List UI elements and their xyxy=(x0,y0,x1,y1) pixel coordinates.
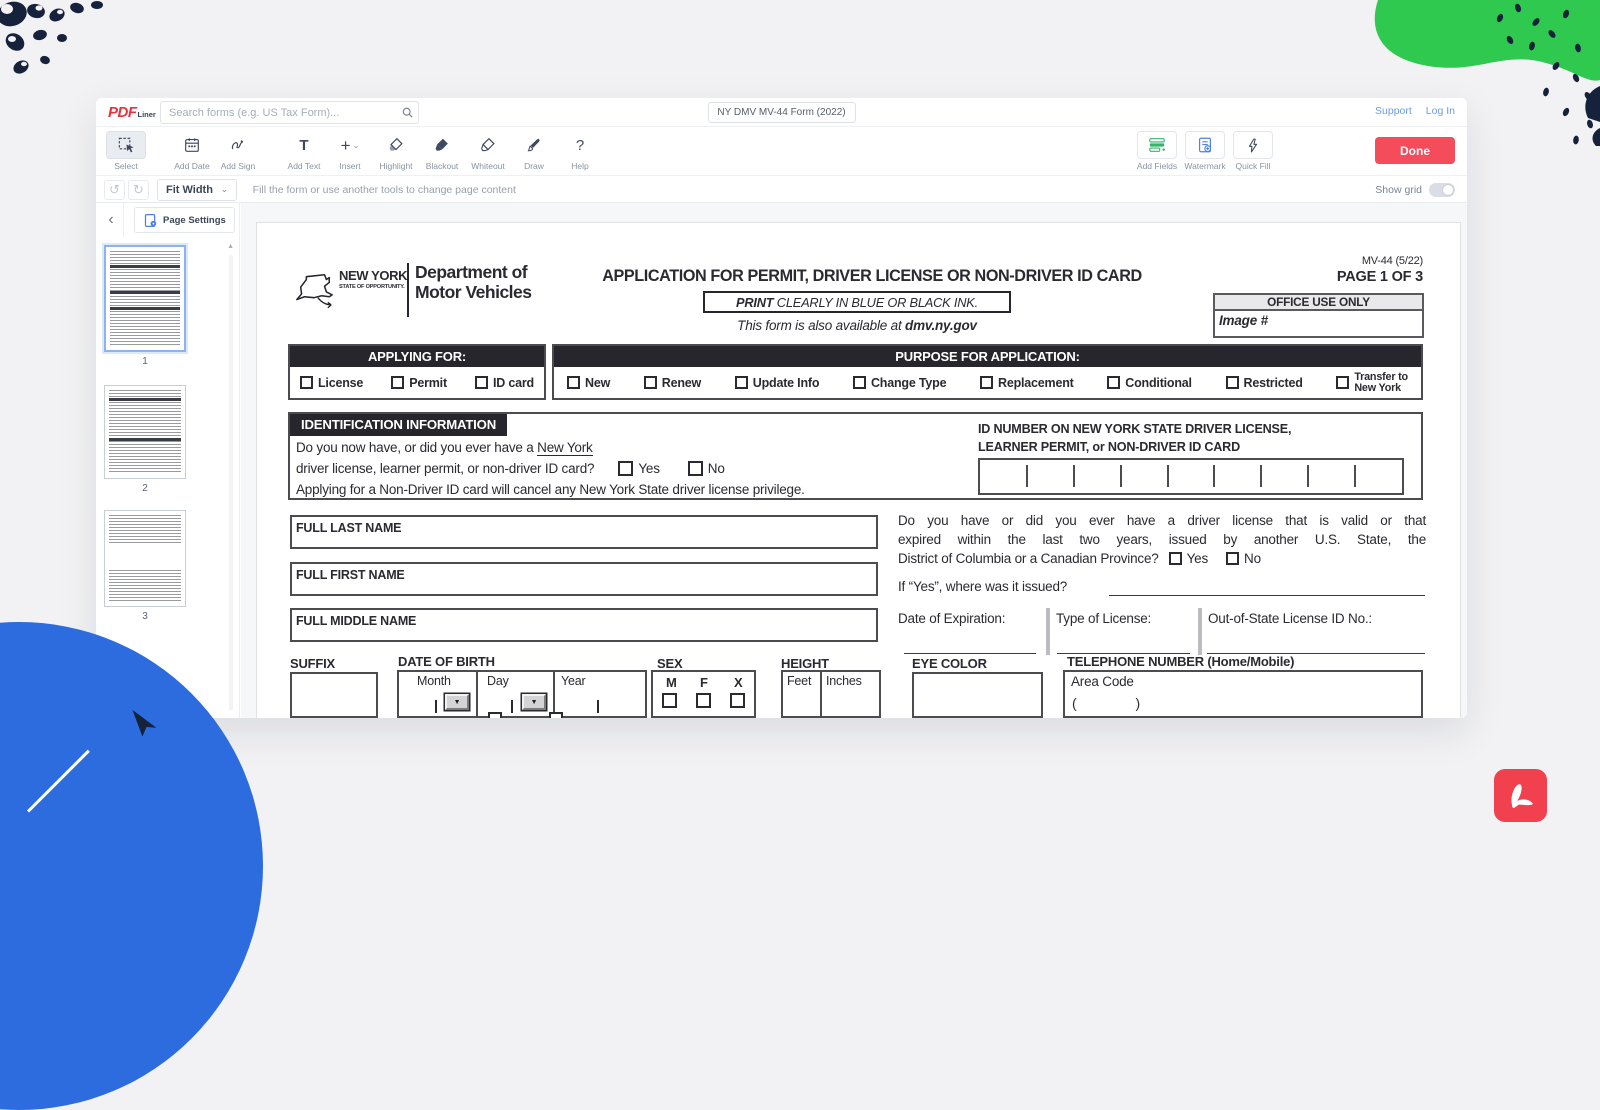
checkbox-sex-x[interactable] xyxy=(730,693,745,708)
id-question-line2: driver license, learner permit, or non-driver ID card? Yes No xyxy=(296,461,725,476)
suffix-label: SUFFIX xyxy=(290,656,336,671)
select-icon xyxy=(117,136,136,155)
checkbox-transfer[interactable]: Transfer to New York xyxy=(1336,372,1408,394)
tool-whiteout[interactable]: Whiteout xyxy=(466,131,510,171)
quick-fill-button[interactable]: Quick Fill xyxy=(1229,131,1277,171)
sidebar-scrollbar[interactable] xyxy=(229,255,233,710)
checkbox-yes[interactable] xyxy=(1169,552,1182,565)
write-in-tick xyxy=(597,700,599,713)
eye-color-field[interactable] xyxy=(912,672,1043,718)
page-number-3: 3 xyxy=(142,611,148,622)
ny-logo-tagline: STATE OF OPPORTUNITY. xyxy=(339,284,405,290)
page-thumbnail-1[interactable] xyxy=(104,245,186,352)
office-use-label: OFFICE USE ONLY xyxy=(1215,295,1422,311)
document-canvas[interactable] xyxy=(241,203,1467,718)
thumbnail-content xyxy=(109,570,181,602)
checkbox-sex-m[interactable] xyxy=(662,693,677,708)
search-icon[interactable] xyxy=(396,106,418,119)
area-code-label: Area Code xyxy=(1071,674,1134,689)
watermark-button[interactable]: Watermark xyxy=(1181,131,1229,171)
issued-answer-line[interactable] xyxy=(1109,595,1425,596)
checkbox-update-info[interactable]: Update Info xyxy=(735,376,820,390)
collapse-sidebar-button[interactable] xyxy=(100,208,122,232)
expiration-answer-line[interactable] xyxy=(904,653,1036,654)
whiteout-icon xyxy=(479,136,497,154)
page-settings-button[interactable] xyxy=(134,207,235,233)
pdfliner-window xyxy=(96,98,1467,718)
dob-column-divider xyxy=(476,672,478,716)
checkbox[interactable] xyxy=(1226,376,1239,389)
search-input[interactable] xyxy=(161,107,396,119)
checkbox-license[interactable]: License xyxy=(300,376,363,390)
sex-label: SEX xyxy=(657,656,683,671)
checkbox[interactable] xyxy=(300,376,313,389)
tool-insert[interactable]: + ⌄ Insert xyxy=(339,135,361,171)
height-column-divider xyxy=(820,672,822,716)
applying-for-title: APPLYING FOR: xyxy=(290,346,544,367)
write-in-tick xyxy=(435,700,437,713)
highlighter-icon xyxy=(387,136,405,154)
checkbox-renew[interactable]: Renew xyxy=(644,376,701,390)
checkbox[interactable] xyxy=(391,376,404,389)
id-cell-divider xyxy=(1026,465,1028,487)
signature-icon xyxy=(229,136,247,154)
calendar-icon xyxy=(183,136,201,154)
thumbnail-content xyxy=(109,390,181,474)
day-dropdown-button[interactable] xyxy=(522,694,546,710)
redo-button[interactable] xyxy=(128,180,149,200)
applying-for-section xyxy=(288,344,546,400)
page-settings-label: Page Settings xyxy=(163,214,226,226)
id-cell-divider xyxy=(1167,465,1169,487)
text-icon: T xyxy=(299,136,309,154)
checkbox-replacement[interactable]: Replacement xyxy=(980,376,1074,390)
checkbox[interactable] xyxy=(853,376,866,389)
id-cell-divider xyxy=(1307,465,1309,487)
expiration-label: Date of Expiration: xyxy=(898,611,1006,626)
checkbox-cutoff[interactable] xyxy=(488,712,502,718)
checkbox-cutoff[interactable] xyxy=(549,712,563,718)
blackout-icon xyxy=(433,136,451,154)
undo-button[interactable] xyxy=(104,180,125,200)
area-code-parentheses: ( ) xyxy=(1072,695,1140,711)
brand-liner: Liner xyxy=(137,110,156,119)
top-links xyxy=(1375,105,1455,117)
office-use-box xyxy=(1213,293,1424,338)
logo-divider xyxy=(407,263,409,317)
purpose-section xyxy=(552,344,1423,400)
chevron-down-icon: ⌄ xyxy=(352,140,360,150)
page-settings-icon xyxy=(143,213,158,228)
checkbox-id-card[interactable]: ID card xyxy=(475,376,534,390)
add-fields-icon xyxy=(1147,136,1167,154)
print-notice: PRINT CLEARLY IN BLUE OR BLACK INK. xyxy=(703,291,1011,313)
oos-question-line2: expired within the last two years, issued by another U.S. State, the xyxy=(898,532,1426,547)
dob-year-label: Year xyxy=(561,674,586,688)
id-cell-divider xyxy=(1120,465,1122,487)
full-first-name-field[interactable]: FULL FIRST NAME xyxy=(290,562,878,596)
document-page[interactable] xyxy=(257,223,1460,718)
form-number: MV-44 (5/22) xyxy=(1361,255,1423,267)
sex-option-x: X xyxy=(734,675,743,690)
toolbar xyxy=(96,128,1467,176)
suffix-field[interactable] xyxy=(290,672,378,718)
sex-option-f: F xyxy=(700,675,708,690)
form-title-pill: NY DMV MV-44 Form (2022) xyxy=(707,102,855,123)
login-link[interactable]: Log In xyxy=(1425,105,1455,117)
feet-label: Feet xyxy=(787,674,812,688)
page-thumbnail-2[interactable] xyxy=(104,385,186,479)
brand-pdf: PDF xyxy=(108,104,137,121)
watermark-icon xyxy=(1196,136,1214,154)
tool-add-sign[interactable]: Add Sign xyxy=(216,131,260,171)
plus-icon: + xyxy=(340,135,351,155)
pdf-app-logo xyxy=(1494,769,1547,822)
sex-field xyxy=(651,670,756,718)
tool-blackout[interactable]: Blackout xyxy=(420,131,464,171)
purpose-title: PURPOSE FOR APPLICATION: xyxy=(554,346,1421,367)
department-name: Department of Motor Vehicles xyxy=(415,262,532,302)
oos-question-line3: District of Columbia or a Canadian Province? Yes No xyxy=(898,551,1261,566)
id-cell-divider xyxy=(1073,465,1075,487)
identification-title: IDENTIFICATION INFORMATION xyxy=(290,414,507,436)
checkbox[interactable] xyxy=(1336,376,1349,389)
checkbox[interactable] xyxy=(475,376,488,389)
hint-text: Fill the form or use another tools to change page content xyxy=(252,183,516,196)
pdfliner-logo[interactable] xyxy=(108,104,156,121)
navy-blob-cluster xyxy=(0,0,125,95)
checkbox[interactable] xyxy=(980,376,993,389)
ny-logo-state: NEW YORK xyxy=(339,268,408,283)
write-in-tick xyxy=(511,700,513,713)
checkbox-change-type[interactable]: Change Type xyxy=(853,376,946,390)
id-cell-divider xyxy=(1213,465,1215,487)
issued-question: If “Yes”, where was it issued? xyxy=(898,579,1068,594)
full-last-name-field[interactable]: FULL LAST NAME xyxy=(290,515,878,549)
tool-add-text[interactable]: T Add Text xyxy=(287,136,321,171)
scroll-up-icon[interactable]: ▲ xyxy=(227,243,234,250)
dob-field[interactable] xyxy=(397,670,647,718)
dob-day-label: Day xyxy=(487,674,509,688)
full-middle-name-field[interactable]: FULL MIDDLE NAME xyxy=(290,608,878,642)
show-grid-label: Show grid xyxy=(1375,183,1422,196)
availability-note: This form is also available at dmv.ny.gov xyxy=(737,318,977,333)
toggle-knob xyxy=(1442,184,1454,196)
id-note: Applying for a Non-Driver ID card will cancel any New York State driver license privilege. xyxy=(296,482,805,497)
checkbox[interactable] xyxy=(644,376,657,389)
page-number-2: 2 xyxy=(142,483,148,494)
oos-question-line1: Do you have or did you ever have a driver license that is valid or that xyxy=(898,513,1426,528)
checkbox-yes[interactable] xyxy=(618,461,633,476)
column-divider xyxy=(1198,608,1202,655)
search-box[interactable] xyxy=(160,101,419,124)
telephone-label: TELEPHONE NUMBER (Home/Mobile) xyxy=(1067,654,1295,669)
form-title: APPLICATION FOR PERMIT, DRIVER LICENSE OR NON-DRIVER ID CARD xyxy=(602,267,1142,285)
cursor-arrow-decoration xyxy=(130,706,164,744)
lightning-icon xyxy=(1245,137,1261,154)
column-divider xyxy=(1046,608,1050,655)
pages-sidebar xyxy=(96,203,240,718)
tool-highlight[interactable]: Highlight xyxy=(374,131,418,171)
checkbox-conditional[interactable]: Conditional xyxy=(1107,376,1192,390)
id-number-field[interactable] xyxy=(978,458,1404,495)
page-thumbnail-3[interactable] xyxy=(104,510,186,607)
add-fields-button[interactable]: Add Fields xyxy=(1133,131,1181,171)
ny-state-outline-icon xyxy=(293,267,335,315)
show-grid-toggle[interactable] xyxy=(1429,183,1455,197)
height-field[interactable] xyxy=(781,670,881,718)
id-cell-divider xyxy=(1260,465,1262,487)
checkbox[interactable] xyxy=(735,376,748,389)
inches-label: Inches xyxy=(826,674,862,688)
chevron-left-icon: ‹ xyxy=(108,211,114,228)
done-button[interactable]: Done xyxy=(1375,137,1455,164)
dropdown-arrow-icon: ▼ xyxy=(530,698,538,706)
support-link[interactable]: Support xyxy=(1375,105,1412,117)
eye-color-label: EYE COLOR xyxy=(912,656,987,671)
dob-label: DATE OF BIRTH xyxy=(398,654,495,669)
zoom-value: Fit Width xyxy=(166,183,213,196)
checkbox-restricted[interactable]: Restricted xyxy=(1226,376,1303,390)
top-bar xyxy=(96,98,1467,127)
dropdown-arrow-icon: ▼ xyxy=(453,698,461,706)
tool-select[interactable]: Select xyxy=(104,131,148,171)
paintbrush-icon xyxy=(525,136,543,154)
redo-icon: ↻ xyxy=(133,181,144,197)
out-of-state-id-label: Out-of-State License ID No.: xyxy=(1208,611,1372,626)
help-icon: ? xyxy=(575,136,585,154)
sex-option-m: M xyxy=(666,675,677,690)
undo-icon: ↺ xyxy=(109,181,120,197)
page-number: PAGE 1 OF 3 xyxy=(1336,269,1423,285)
id-number-heading: ID NUMBER ON NEW YORK STATE DRIVER LICENSE, LEARNER PERMIT, or NON-DRIVER ID CARD xyxy=(978,422,1292,454)
height-label: HEIGHT xyxy=(781,656,829,671)
checkbox[interactable] xyxy=(1107,376,1120,389)
identification-section xyxy=(288,412,1423,500)
pdf-logo-glyph xyxy=(1501,776,1541,816)
dob-column-divider xyxy=(553,672,555,716)
zoom-select[interactable] xyxy=(157,179,237,201)
checkbox-permit[interactable]: Permit xyxy=(391,376,447,390)
id-cell-divider xyxy=(1354,465,1356,487)
tool-help[interactable]: ? Help xyxy=(571,136,589,171)
chevron-down-icon: ⌄ xyxy=(220,185,228,194)
tool-add-date[interactable]: Add Date xyxy=(170,131,214,171)
sub-toolbar xyxy=(96,177,1467,203)
id-question-line1: Do you now have, or did you ever have a New York xyxy=(296,440,593,455)
thumbnail-content xyxy=(109,515,181,545)
checkbox-no[interactable] xyxy=(688,461,703,476)
month-dropdown-button[interactable] xyxy=(445,694,469,710)
dob-month-label: Month xyxy=(417,674,451,688)
checkbox-no[interactable] xyxy=(1226,552,1239,565)
license-type-label: Type of License: xyxy=(1056,611,1152,626)
telephone-field[interactable] xyxy=(1063,670,1423,718)
checkbox-sex-f[interactable] xyxy=(696,693,711,708)
page-number-1: 1 xyxy=(142,356,148,367)
tool-draw[interactable]: Draw xyxy=(512,131,556,171)
checkbox[interactable] xyxy=(567,376,580,389)
ny-logo-text xyxy=(339,268,407,290)
checkbox-new[interactable]: New xyxy=(567,376,610,390)
image-number-label: Image # xyxy=(1219,313,1268,328)
